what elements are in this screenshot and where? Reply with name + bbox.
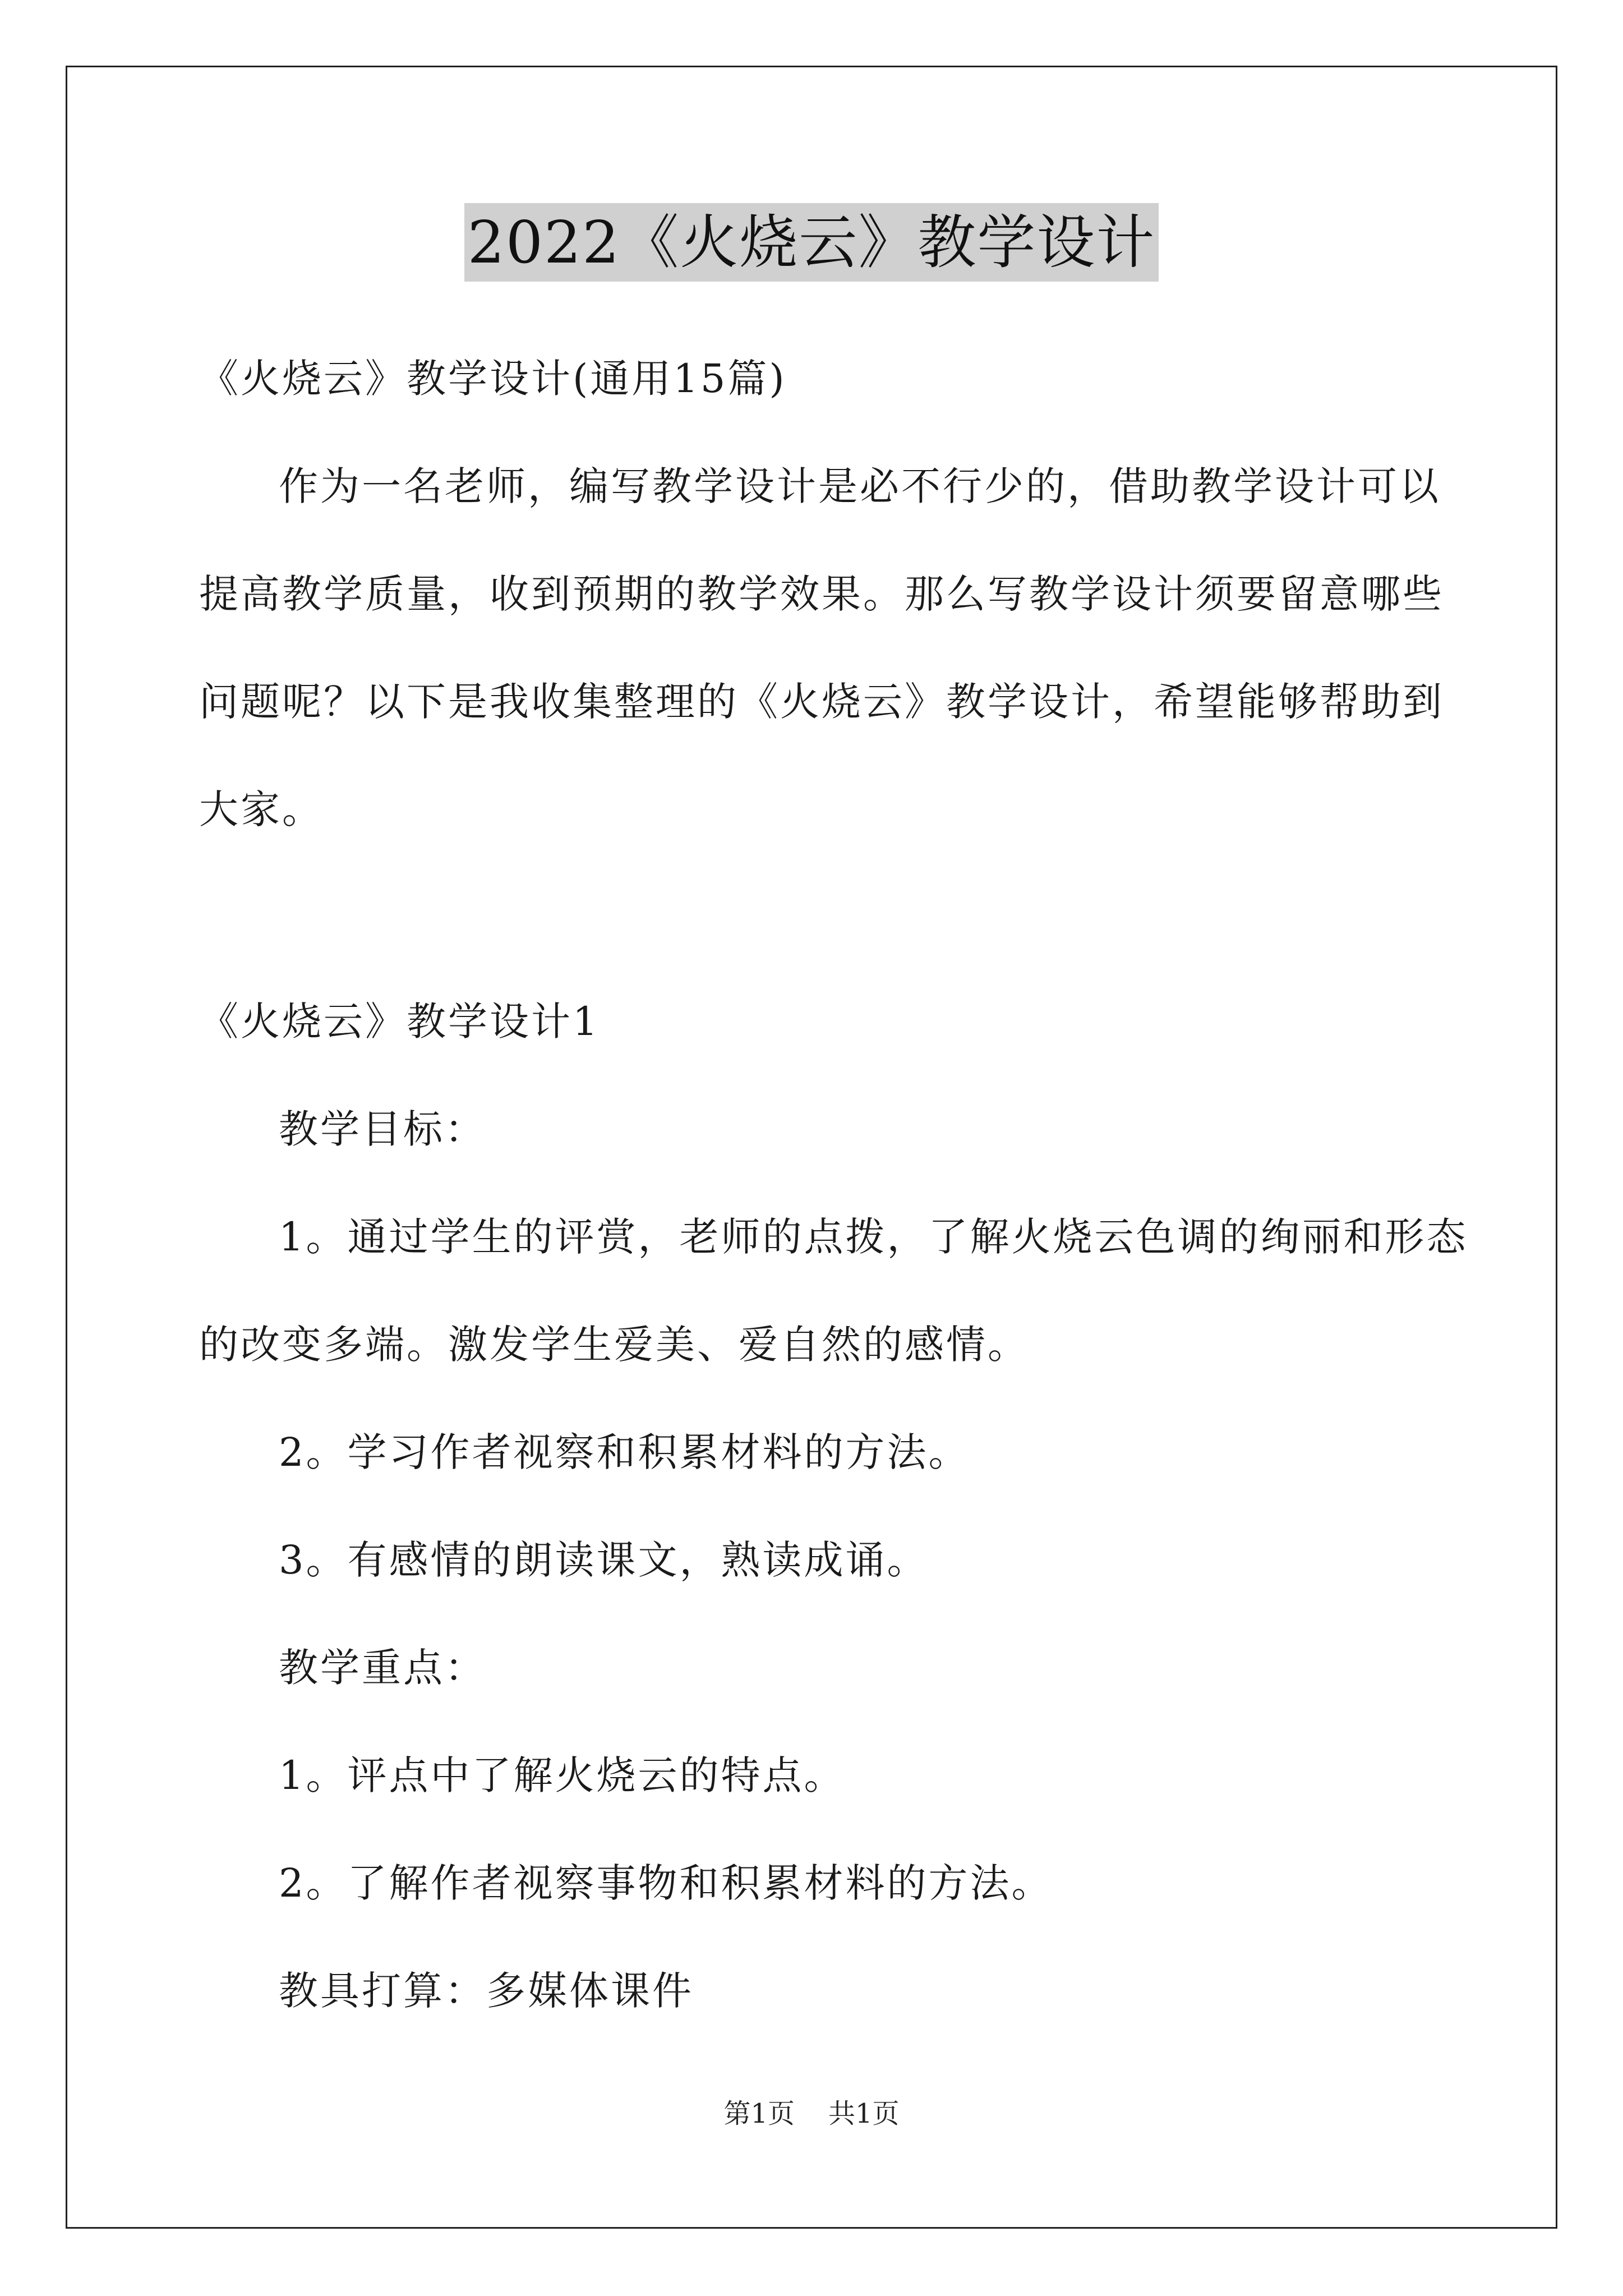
goal-1-line-1: 1。通过学生的评赏，老师的点拨，了解火烧云色调的绚丽和形态 xyxy=(279,1214,1468,1260)
focus-label: 教学重点： xyxy=(279,1645,486,1691)
goal-1-line-2: 的改变多端。激发学生爱美、爱自然的感情。 xyxy=(199,1322,1029,1368)
goals-label: 教学目标： xyxy=(279,1106,486,1152)
goal-2: 2。学习作者视察和积累材料的方法。 xyxy=(279,1429,970,1475)
subtitle: 《火烧云》教学设计(通用15篇) xyxy=(199,356,787,402)
intro-line-2: 提高教学质量，收到预期的教学效果。那么写教学设计须要留意哪些 xyxy=(199,571,1444,617)
document-title: 2022《火烧云》教学设计 xyxy=(464,203,1159,282)
goal-3: 3。有感情的朗读课文，熟读成诵。 xyxy=(279,1537,929,1583)
page-footer xyxy=(0,2097,1623,2131)
focus-2: 2。了解作者视察事物和积累材料的方法。 xyxy=(279,1860,1053,1906)
page-number-total: 共1页 xyxy=(828,2098,900,2129)
intro-line-4: 大家。 xyxy=(199,786,324,832)
title-container xyxy=(0,203,1623,282)
intro-line-3: 问题呢？以下是我收集整理的《火烧云》教学设计，希望能够帮助到 xyxy=(199,679,1444,725)
tools-line: 教具打算：多媒体课件 xyxy=(279,1968,694,2014)
intro-line-1: 作为一名老师，编写教学设计是必不行少的，借助教学设计可以 xyxy=(279,463,1441,509)
section-heading: 《火烧云》教学设计1 xyxy=(199,999,600,1045)
focus-1: 1。评点中了解火烧云的特点。 xyxy=(279,1752,846,1798)
page-number-current: 第1页 xyxy=(723,2098,795,2129)
